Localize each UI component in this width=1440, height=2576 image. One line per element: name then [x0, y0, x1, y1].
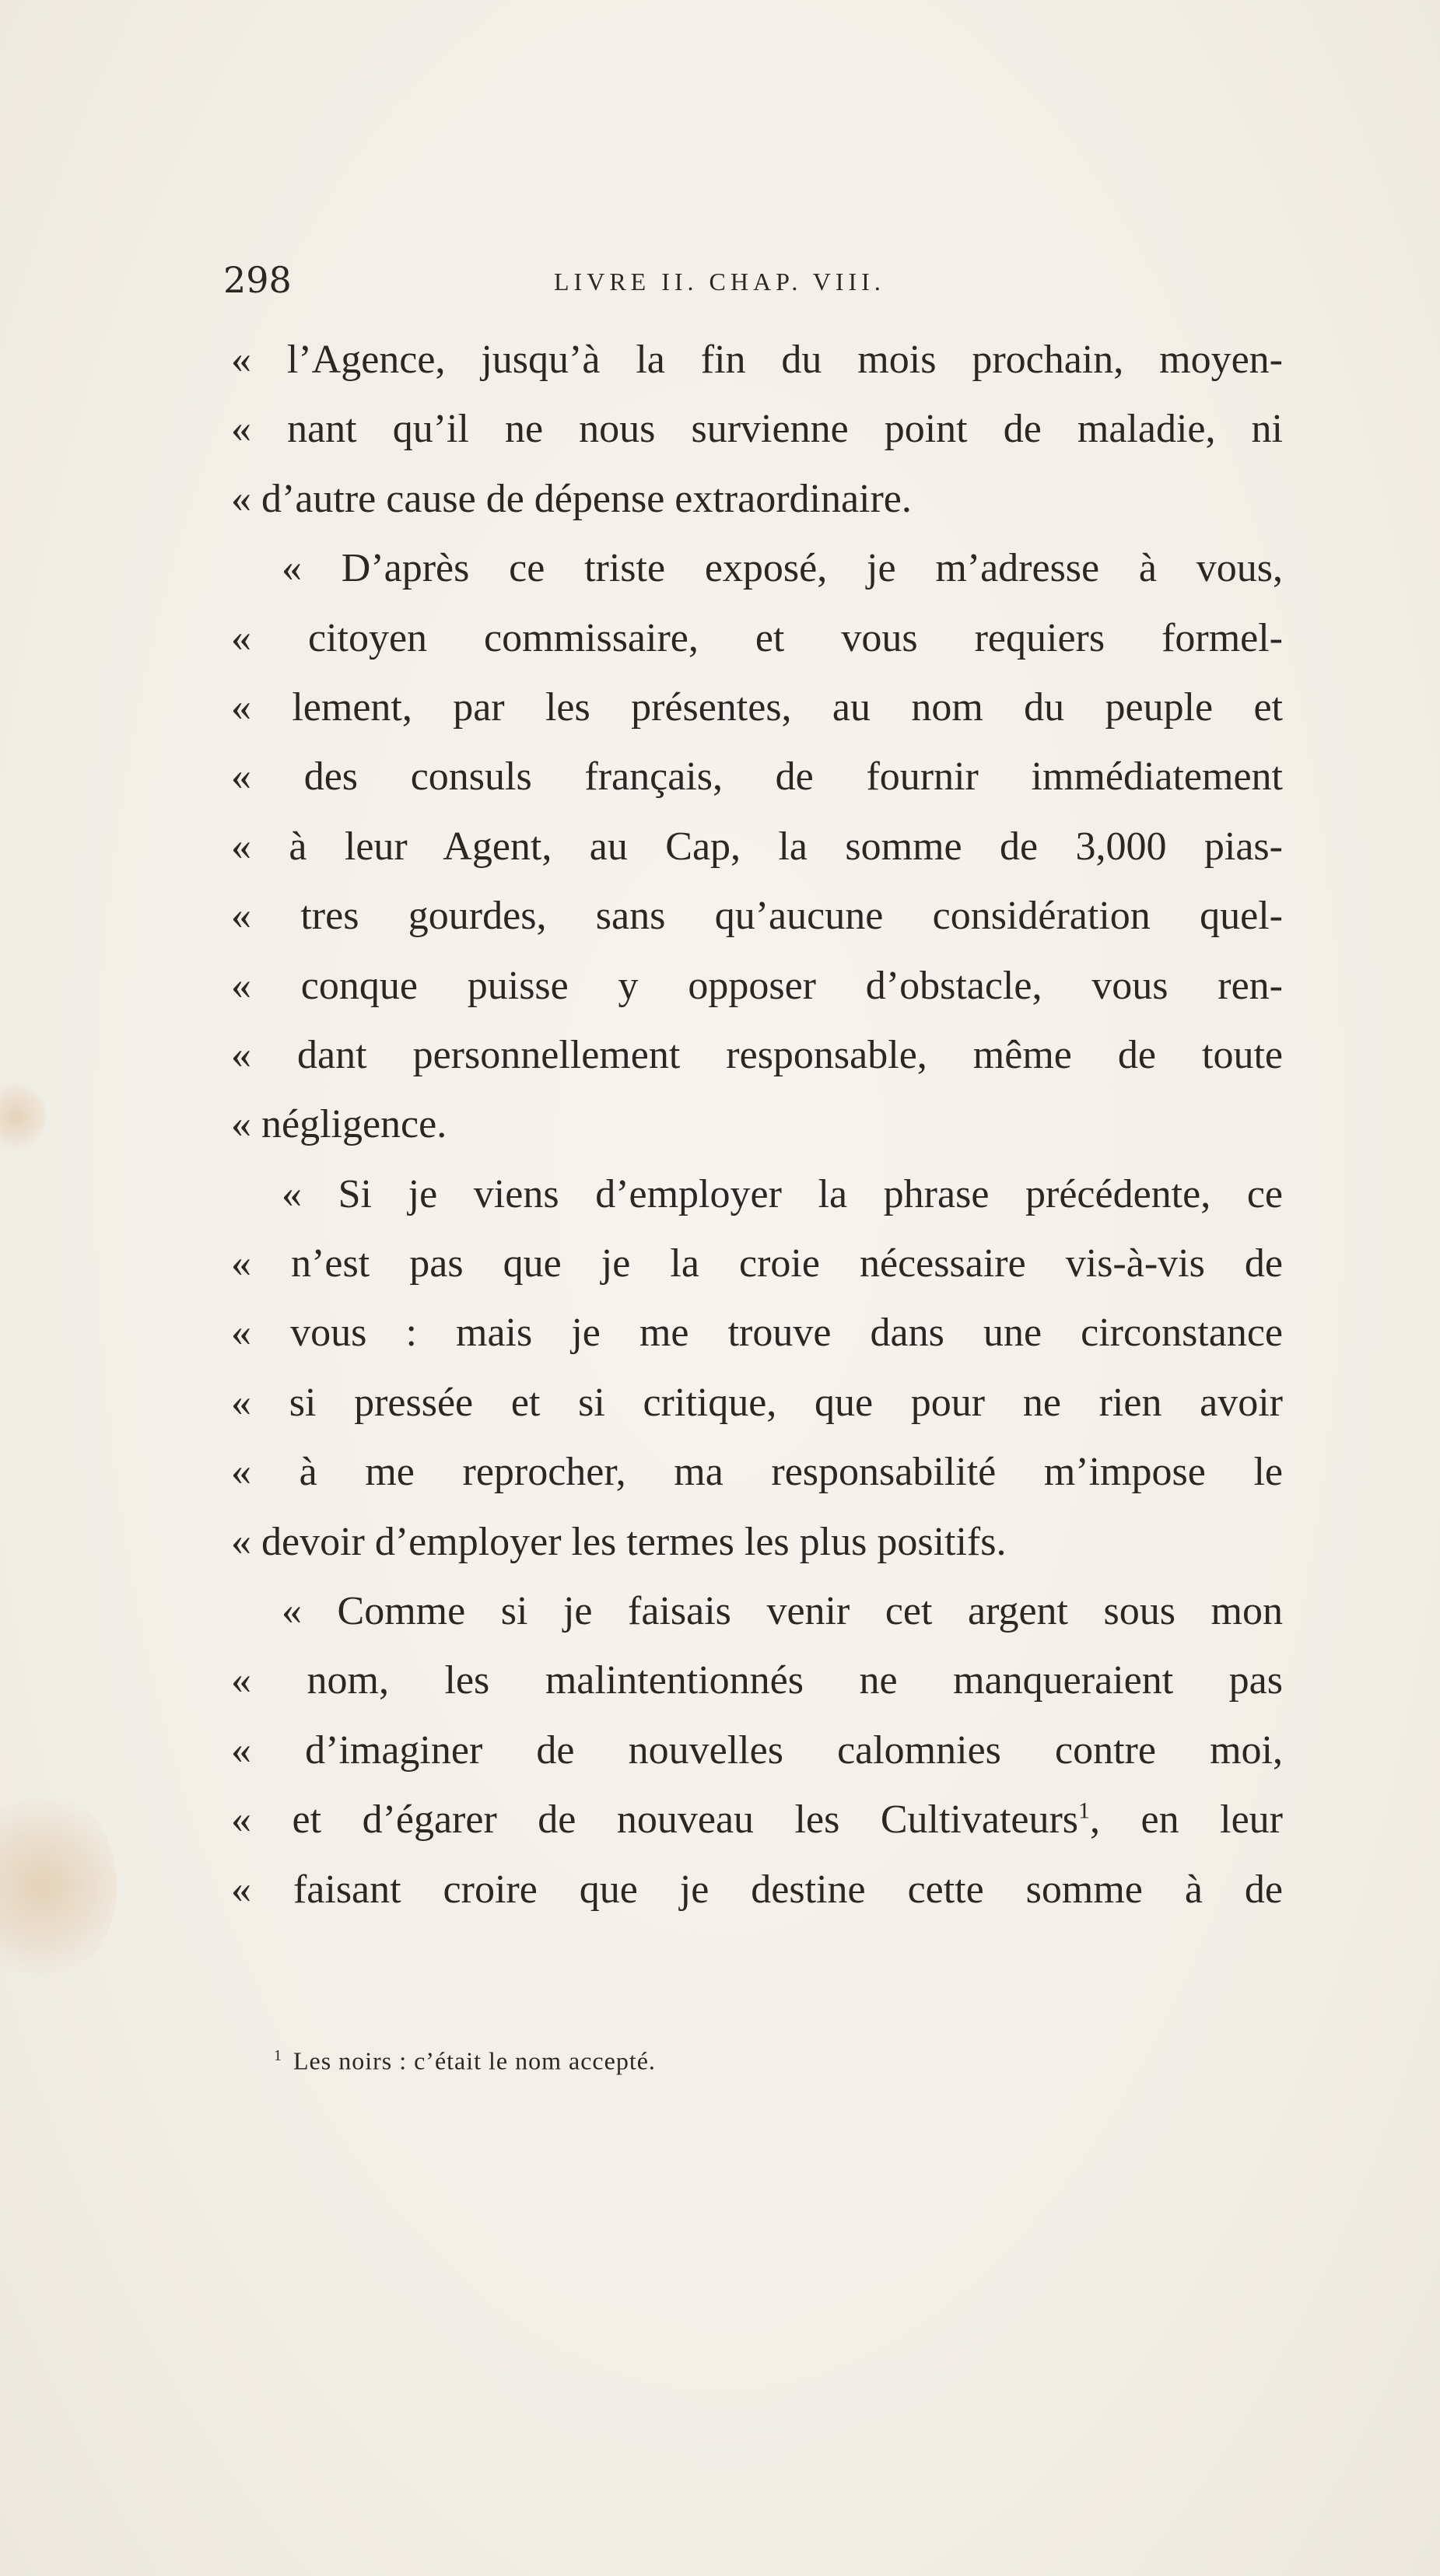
text-line: « faisant croire que je destine cette somme à de [231, 1867, 1283, 1912]
footnote-number: 1 [274, 2047, 282, 2064]
text-line: « nant qu’il ne nous survienne point de maladie, ni [231, 407, 1283, 452]
text-line: « tres gourdes, sans qu’aucune considération quel- [231, 894, 1283, 939]
running-head: LIVRE II. CHAP. VIII. [554, 268, 885, 296]
body-text [231, 325, 1283, 1924]
text-line: « devoir d’employer les termes les plus positifs. [231, 1519, 1007, 1564]
text-line [231, 1785, 1283, 1854]
text-line: « conque puisse y opposer d’obstacle, vous ren- [231, 963, 1283, 1008]
footnote-text: Les noirs : c’était le nom accepté. [293, 2046, 656, 2075]
text-line: « dant personnellement responsable, même de toute [231, 1032, 1283, 1077]
text-line: « à me reprocher, ma responsabilité m’impose le [231, 1450, 1283, 1495]
text-line: « lement, par les présentes, au nom du peuple et [231, 684, 1283, 730]
text-line: « d’autre cause de dépense extraordinaire. [231, 476, 912, 521]
paper-stain [0, 1081, 47, 1151]
text-line: « D’après ce triste exposé, je m’adresse à vous, [282, 546, 1283, 591]
text-line: « l’Agence, jusqu’à la fin du mois prochain, moyen- [231, 338, 1283, 382]
text-line-end: , en leur [1090, 1797, 1283, 1843]
text-line: « vous : mais je me trouve dans une circonstance [231, 1311, 1283, 1356]
text-line: « des consuls français, de fournir immédiatement [231, 754, 1283, 800]
text-line-start: « et d’égarer de nouveau les Cultivateurs [231, 1797, 1079, 1843]
text-line: « Comme si je faisais venir cet argent sous mon [282, 1589, 1283, 1634]
text-line: « d’imaginer de nouvelles calomnies contre moi, [231, 1727, 1283, 1773]
paper-stain [0, 1789, 117, 1983]
text-line: « à leur Agent, au Cap, la somme de 3,000 pias- [231, 824, 1283, 869]
text-line: « Si je viens d’employer la phrase précédente, ce [282, 1171, 1283, 1216]
text-line: « si pressée et si critique, que pour ne rien avoir [231, 1380, 1283, 1425]
text-line: « citoyen commissaire, et vous requiers formel- [231, 615, 1283, 660]
text-line: « nom, les malintentionnés ne manqueraient pas [231, 1658, 1283, 1703]
text-line: « n’est pas que je la croie nécessaire vis-à-vis de [231, 1241, 1283, 1286]
text-line: « négligence. [231, 1102, 447, 1147]
page-number: 298 [223, 259, 292, 301]
footnote-marker: 1 [1078, 1797, 1091, 1824]
footnote [274, 2036, 656, 2081]
page-header [223, 257, 1281, 303]
